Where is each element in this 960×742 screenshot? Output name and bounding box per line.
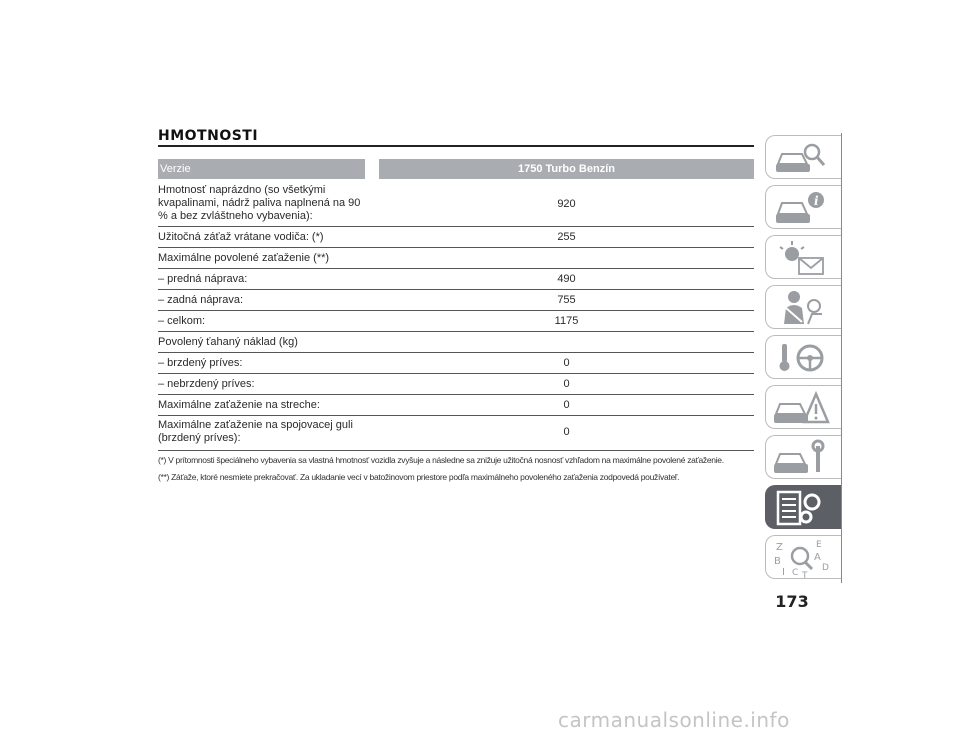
tab-warning-lights[interactable]: [765, 235, 841, 279]
row-label: – predná náprava:: [158, 273, 248, 285]
row-value: 490: [557, 273, 576, 285]
index-letter: E: [816, 540, 822, 550]
index-letter: A: [814, 552, 821, 563]
row-label: Maximálne zaťaženie na spojovacej guli (brzdený príves):: [158, 419, 353, 444]
table-row: [158, 416, 754, 451]
row-value: 1175: [554, 315, 579, 327]
car-wrench-icon: [772, 438, 832, 478]
index-letter: I: [782, 567, 785, 578]
index-letter: Z: [776, 542, 783, 553]
row-value: 0: [563, 426, 570, 438]
alphabetical-index-icon: [772, 538, 832, 578]
tab-index[interactable]: [765, 535, 841, 579]
table-row: [158, 395, 754, 416]
page-number: 173: [775, 592, 809, 611]
row-label: Hmotnosť naprázdno (so všetkými kvapalinami, nádrž paliva naplnená na 90 % a bez zvláštneho vybavenia):: [158, 184, 361, 222]
side-divider: [841, 133, 842, 583]
row-value: 0: [563, 378, 570, 390]
row-label: Užitočná záťaž vrátane vodiča: (*): [158, 231, 324, 243]
footnote: (**) Záťaže, ktoré nesmiete prekračovať. Za ukladanie vecí v batožinovom priestore podľa maximálneho povoleného zaťaženia zodpovedá používateľ.: [158, 472, 680, 482]
tab-technical-specifications[interactable]: [765, 485, 841, 529]
table-header-engine: 1750 Turbo Benzín: [379, 159, 754, 179]
index-letter: B: [774, 556, 781, 567]
row-label: Maximálne povolené zaťaženie (**): [158, 252, 330, 264]
specs-list-gears-icon: [772, 488, 832, 528]
row-value: 0: [563, 357, 570, 369]
index-letter: D: [822, 563, 829, 573]
row-value: 755: [557, 294, 576, 306]
row-value: 255: [557, 231, 576, 243]
tab-car-search[interactable]: [765, 135, 841, 179]
row-label: – zadná náprava:: [158, 294, 244, 306]
table-row: [158, 311, 754, 332]
row-label: – brzdený príves:: [158, 357, 243, 369]
footnote: (*) V prítomnosti špeciálneho vybavenia sa vlastná hmotnosť vozidla zvyšuje a následne sa znižuje užitočná nosnosť vzhľadom na maximálne povolené zaťaženie.: [158, 455, 724, 465]
table-row: [158, 332, 754, 353]
index-letter: T: [802, 571, 808, 578]
tab-safety[interactable]: [765, 285, 841, 329]
key-steering-wheel-icon: [772, 338, 832, 378]
row-value: 0: [563, 399, 570, 411]
car-info-icon: [772, 188, 832, 228]
car-search-icon: [772, 138, 832, 178]
svg-text:i: i: [814, 194, 819, 208]
warning-light-message-icon: [772, 238, 832, 278]
table-row: [158, 353, 754, 374]
row-label: – nebrzdený príves:: [158, 378, 255, 390]
table-row: [158, 269, 754, 290]
table-row: [158, 290, 754, 311]
table-row: [158, 374, 754, 395]
row-label: – celkom:: [158, 315, 206, 327]
footnotes: [158, 454, 754, 483]
table-row: [158, 227, 754, 248]
tab-maintenance[interactable]: [765, 435, 841, 479]
table-row: [158, 248, 754, 269]
index-letter: C: [792, 568, 799, 578]
table-header-version: Verzie: [158, 159, 365, 179]
table-row: [158, 182, 754, 227]
person-seatbelt-airbag-icon: [772, 288, 832, 328]
tab-emergency[interactable]: [765, 385, 841, 429]
tab-starting-driving[interactable]: [765, 335, 841, 379]
car-warning-triangle-icon: [772, 388, 832, 428]
row-label: Maximálne zaťaženie na streche:: [158, 399, 320, 411]
row-label: Povolený ťahaný náklad (kg): [158, 336, 298, 348]
title-rule: [158, 145, 754, 147]
section-title: HMOTNOSTI: [158, 128, 259, 144]
row-value: 920: [557, 198, 576, 210]
tab-car-info[interactable]: [765, 185, 841, 229]
watermark: carmanualsonline.info: [558, 708, 790, 732]
